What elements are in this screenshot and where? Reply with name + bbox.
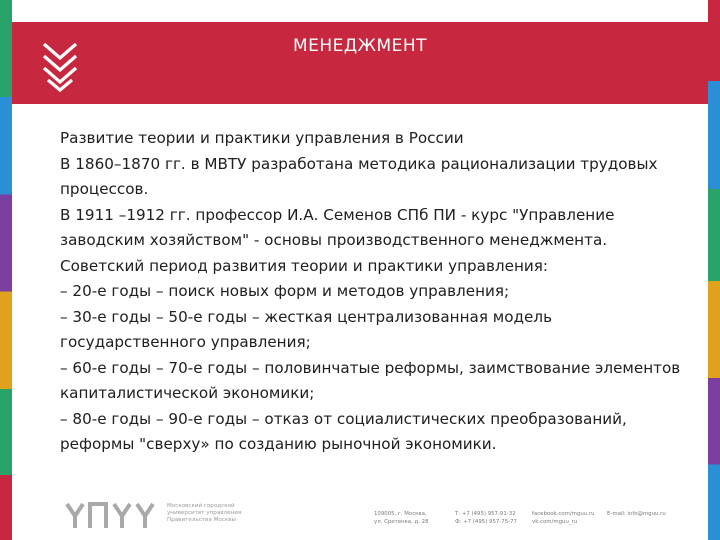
right-color-stripe (708, 0, 720, 540)
footer-phones: Т: +7 (495) 957-91-32 Ф: +7 (495) 957-75-77 (455, 511, 517, 525)
slide-subtitle: Развитие теории и практики управления в России (60, 129, 464, 147)
slide (12, 0, 708, 540)
footer-email: E-mail: info@mguu.ru (607, 511, 666, 517)
text-paragraph: – 20-е годы – поиск новых форм и методов управления; (60, 282, 510, 300)
text-paragraph: Советский период развития теории и практики управления: (60, 256, 549, 275)
text-paragraph: В 1860–1870 гг. в МВТУ разработана методика рационализации трудовых процессов. (60, 154, 658, 198)
left-color-stripe (0, 0, 12, 540)
page-title: МЕНЕДЖМЕНТ (292, 36, 428, 56)
university-logo-icon (64, 500, 162, 530)
slide-content (60, 126, 700, 458)
text-paragraph: – 80-е годы – 90-е годы – отказ от социалистических преобразований, реформы "сверху» по созданию рыночной экономики. (60, 409, 627, 453)
text-paragraph: В 1911 –1912 гг. профессор И.А. Семенов СПб ПИ - курс "Управление заводским хозяйством" - основы производственного менеджмента. (60, 205, 615, 249)
footer (12, 500, 708, 540)
footer-org-name: Московский городской университет управления Правительства Москвы (167, 503, 242, 523)
text-paragraph: – 30-е годы – 50-е годы – жесткая централизованная модель государственного управления; (60, 307, 553, 351)
footer-address: 109005, г. Москва, ул. Сретенка, д. 28 (374, 511, 429, 525)
text-paragraph: – 60-е годы – 70-е годы – половинчатые реформы, заимствование элементов капиталистической экономики; (60, 358, 681, 402)
footer-social: facebook.com/mguu.ru vk.com/mguu_ru (532, 511, 595, 525)
header-bar (12, 22, 708, 104)
